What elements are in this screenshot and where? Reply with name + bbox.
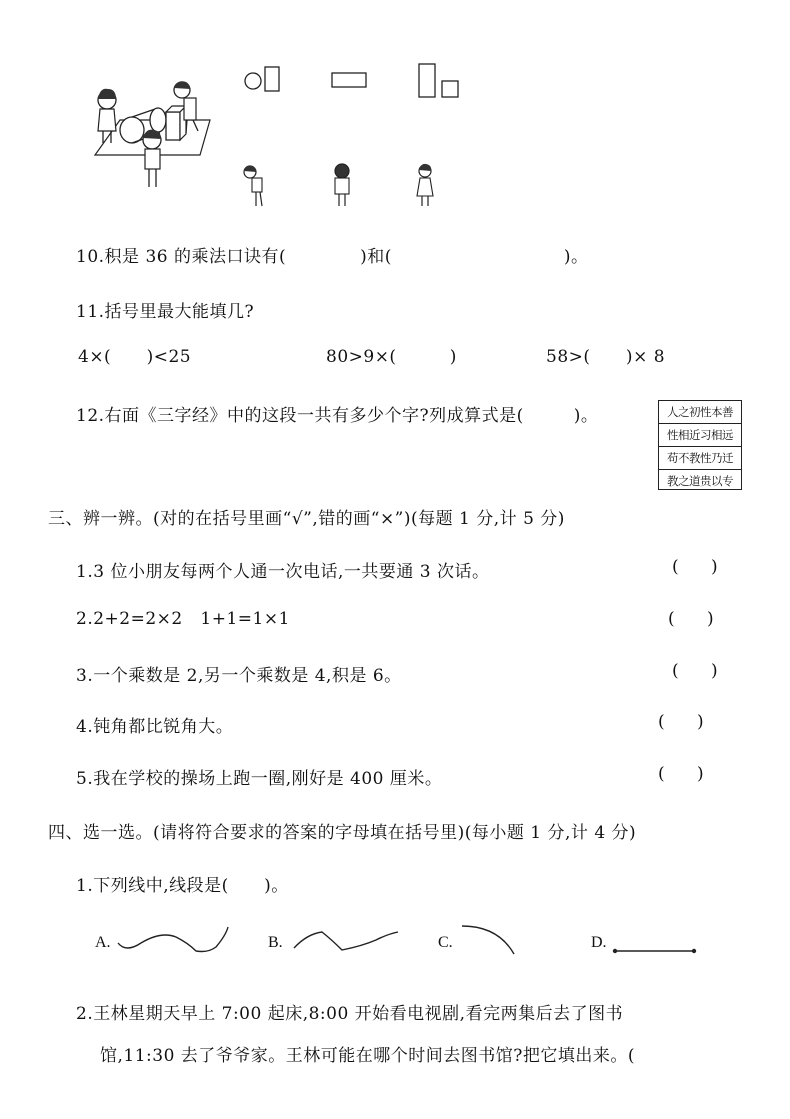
s3-item-5: 5.我在学校的操场上跑一圈,刚好是 400 厘米。 xyxy=(76,769,443,789)
s3-bracket-3[interactable]: ( ) xyxy=(672,661,718,681)
s3-item-2: 2.2+2=2×2 1+1=1×1 xyxy=(76,609,290,629)
option-a-label[interactable]: A. xyxy=(95,934,111,951)
poem-line: 教之道贵以专 xyxy=(667,474,733,488)
s3-item-1: 1.3 位小朋友每两个人通一次电话,一共要通 3 次话。 xyxy=(76,562,490,582)
s3-bracket-1[interactable]: ( ) xyxy=(672,557,718,577)
child-figures xyxy=(238,160,448,210)
q11-a: 4×( )<25 xyxy=(78,347,192,367)
q12-line xyxy=(76,401,598,426)
q10-text: 10.积是 36 的乘法口诀有( xyxy=(76,247,287,267)
option-a-curve xyxy=(116,925,231,955)
s3-bracket-4[interactable]: ( ) xyxy=(658,712,704,732)
q12-end: )。 xyxy=(573,406,599,426)
q10-mid: )和( xyxy=(360,247,392,267)
section4-title: 四、选一选。(请将符合要求的答案的字母填在括号里)(每小题 1 分,计 4 分) xyxy=(48,823,637,843)
s3-item-4: 4.钝角都比锐角大。 xyxy=(76,717,234,737)
option-d-segment xyxy=(612,946,698,956)
q11-b: 80>9×( ) xyxy=(326,347,457,367)
option-b-polyline xyxy=(292,928,402,954)
poem-line: 人之初性本善 xyxy=(659,401,741,424)
option-b-label[interactable]: B. xyxy=(268,934,283,951)
section3-title: 三、辨一辨。(对的在括号里画“√”,错的画“×”)(每题 1 分,计 5 分) xyxy=(48,509,565,529)
s4-q2-line2: 馆,11:30 去了爷爷家。王林可能在哪个时间去图书馆?把它填出来。( xyxy=(100,1046,636,1066)
q11-c: 58>( )× 8 xyxy=(546,347,666,367)
poem-line: 苟不教性乃迁 xyxy=(659,447,741,470)
s4-q1: 1.下列线中,线段是( )。 xyxy=(76,876,289,896)
s3-bracket-5[interactable]: ( ) xyxy=(658,764,704,784)
q10-end: )。 xyxy=(563,247,589,267)
q10-line xyxy=(76,242,589,267)
s4-q2-line1: 2.王林星期天早上 7:00 起床,8:00 开始看电视剧,看完两集后去了图书 xyxy=(76,1004,624,1024)
s3-bracket-2[interactable]: ( ) xyxy=(668,609,714,629)
poem-line: 性相近习相远 xyxy=(659,424,741,447)
option-c-arc xyxy=(460,922,520,956)
q11-text: 11.括号里最大能填几? xyxy=(76,302,255,322)
option-c-label[interactable]: C. xyxy=(438,934,453,951)
children-around-blocks-illustration xyxy=(90,75,220,195)
option-d-label[interactable]: D. xyxy=(591,934,607,951)
q12-text: 12.右面《三字经》中的这段一共有多少个字?列成算式是( xyxy=(76,406,524,426)
sanzijing-box xyxy=(658,400,742,490)
s3-item-3: 3.一个乘数是 2,另一个乘数是 4,积是 6。 xyxy=(76,666,402,686)
view-shapes xyxy=(240,62,470,102)
